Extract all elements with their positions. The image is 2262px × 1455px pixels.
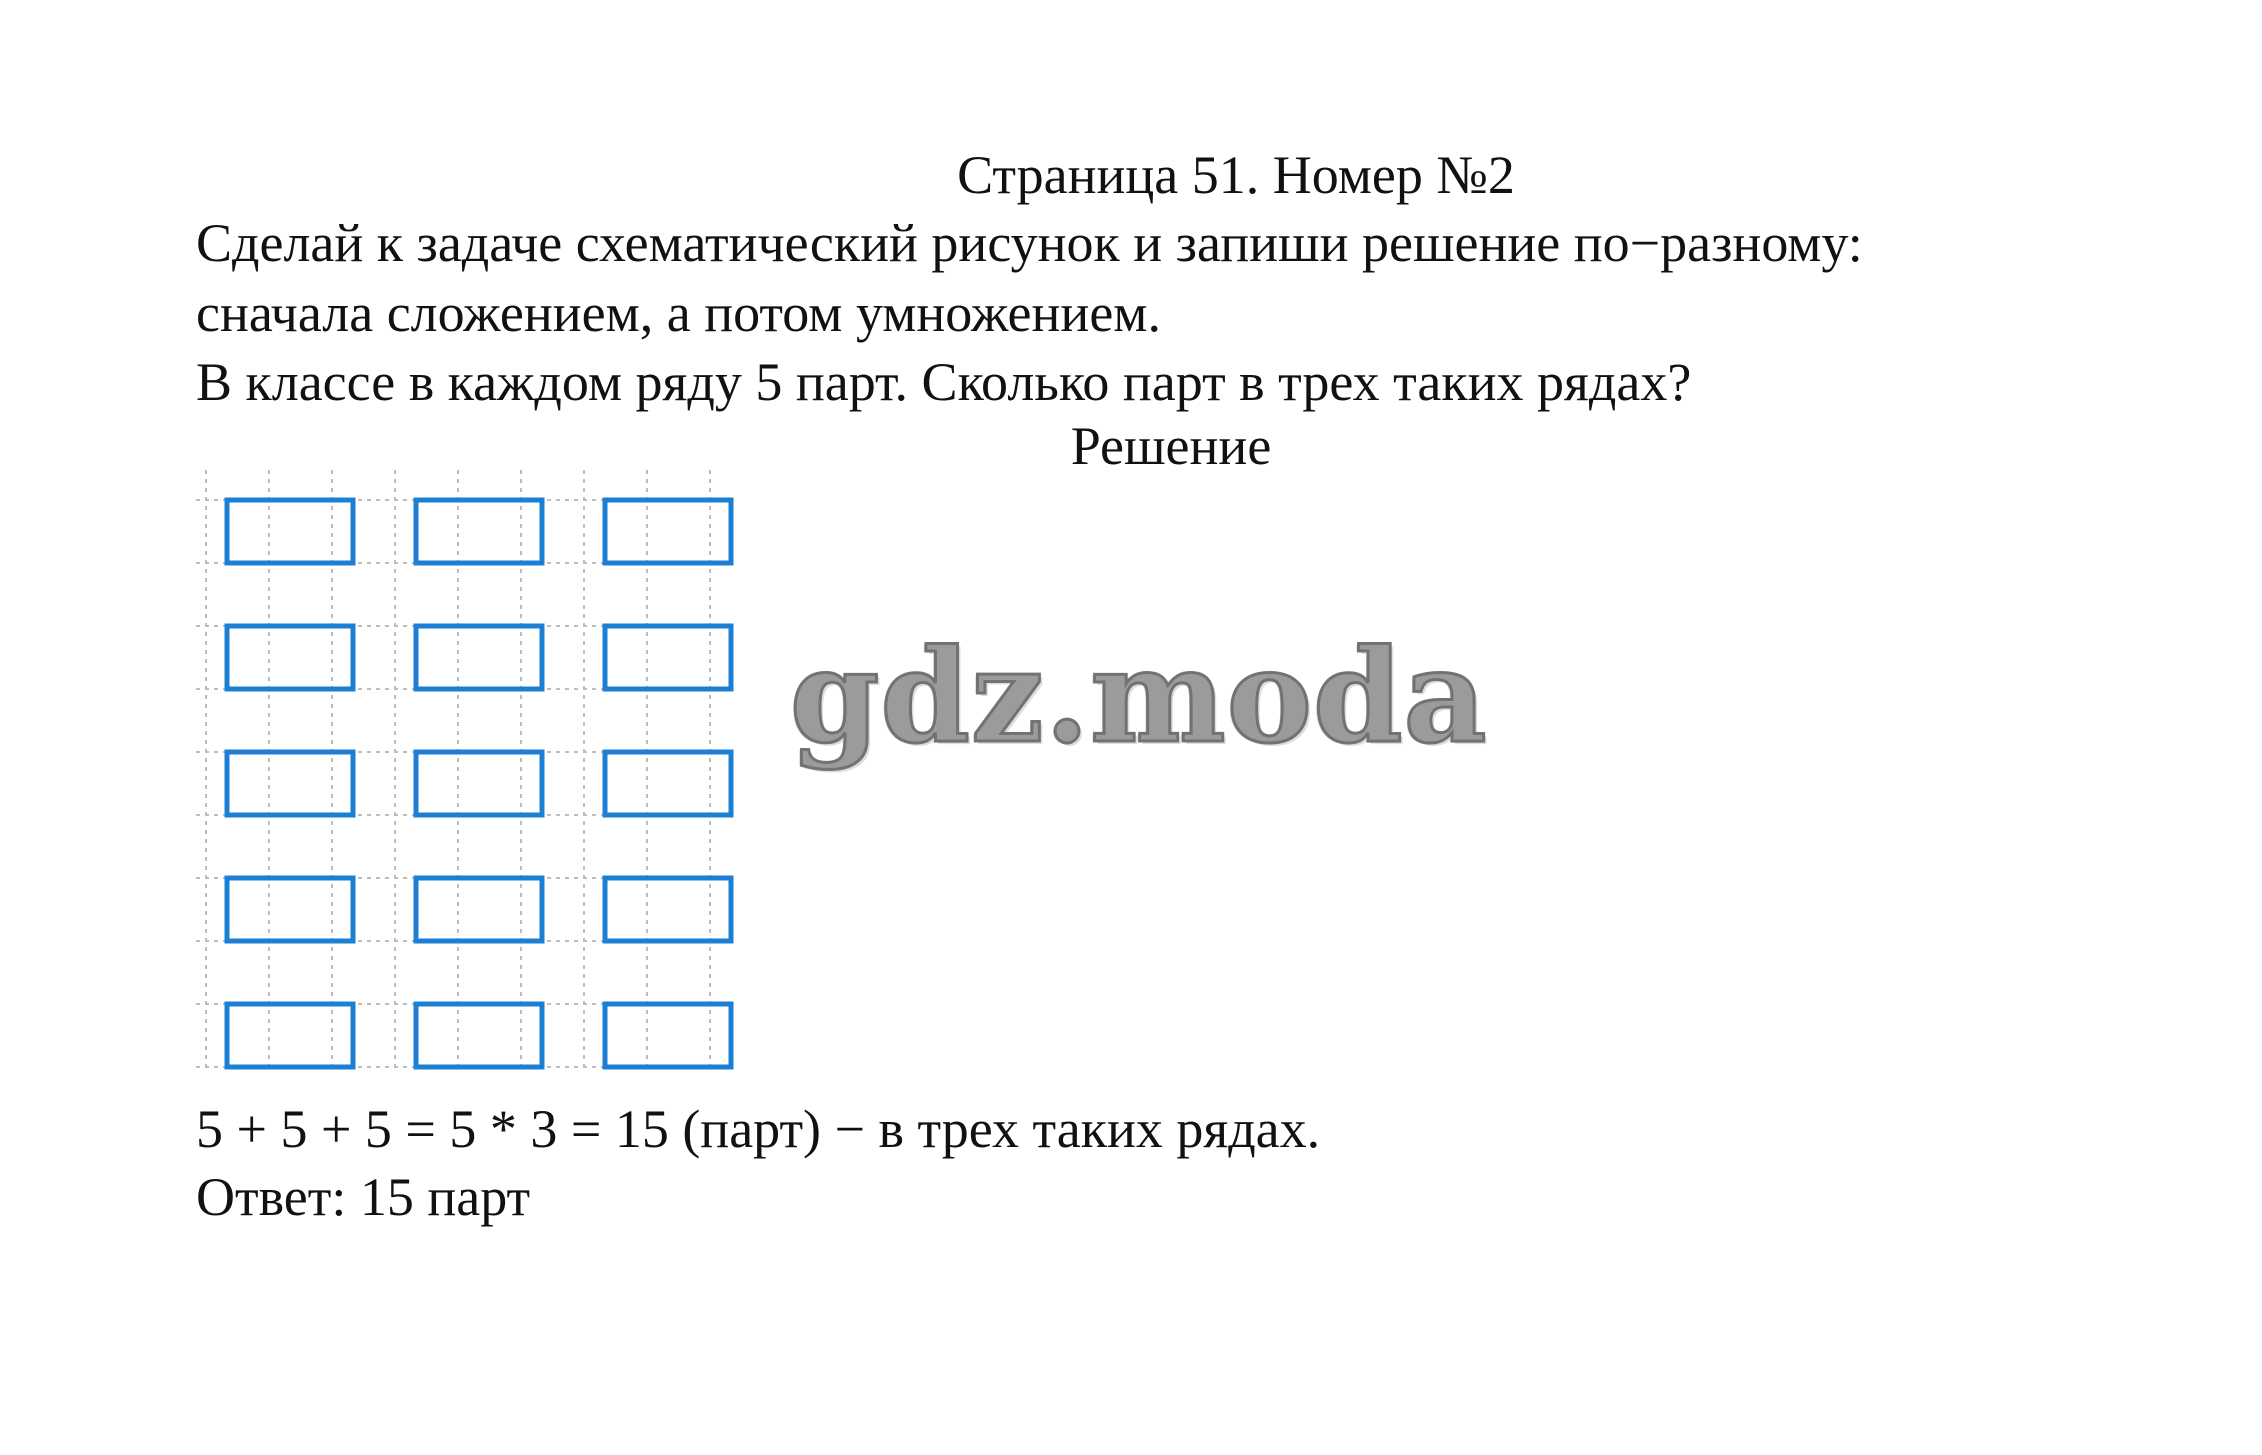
page-title: Страница 51. Номер №2 [957, 145, 1515, 205]
answer-text: Ответ: 15 парт [196, 1167, 531, 1227]
task-text-line-2: сначала сложением, а потом умножением. [196, 283, 1161, 343]
watermark-logo: gdz.moda [790, 622, 1488, 772]
desk-rectangle [605, 500, 731, 563]
desk-rectangle [605, 1004, 731, 1067]
desk-rectangle [605, 878, 731, 941]
desk-rectangle [227, 878, 353, 941]
desk-rectangle [605, 752, 731, 815]
solution-heading: Решение [1070, 416, 1272, 476]
task-text-line-1: Сделай к задаче схематический рисунок и запиши решение по−разному: [196, 213, 1863, 273]
desk-rectangle [227, 1004, 353, 1067]
desk-rectangle [416, 1004, 542, 1067]
desk-rectangle [416, 626, 542, 689]
desk-rectangle [605, 626, 731, 689]
desk-rectangle [416, 500, 542, 563]
desk-rectangle [227, 500, 353, 563]
grid-lines [196, 470, 736, 1070]
task-text-line-3: В классе в каждом ряду 5 парт. Сколько парт в трех таких рядах? [196, 352, 1692, 412]
desk-rectangle [416, 878, 542, 941]
solution-equation: 5 + 5 + 5 = 5 * 3 = 15 (парт) − в трех таких рядах. [196, 1099, 1321, 1159]
desks-group [227, 500, 731, 1067]
desk-rectangle [227, 752, 353, 815]
desk-rectangle [416, 752, 542, 815]
desk-rectangle [227, 626, 353, 689]
desks-scheme [196, 470, 756, 1070]
